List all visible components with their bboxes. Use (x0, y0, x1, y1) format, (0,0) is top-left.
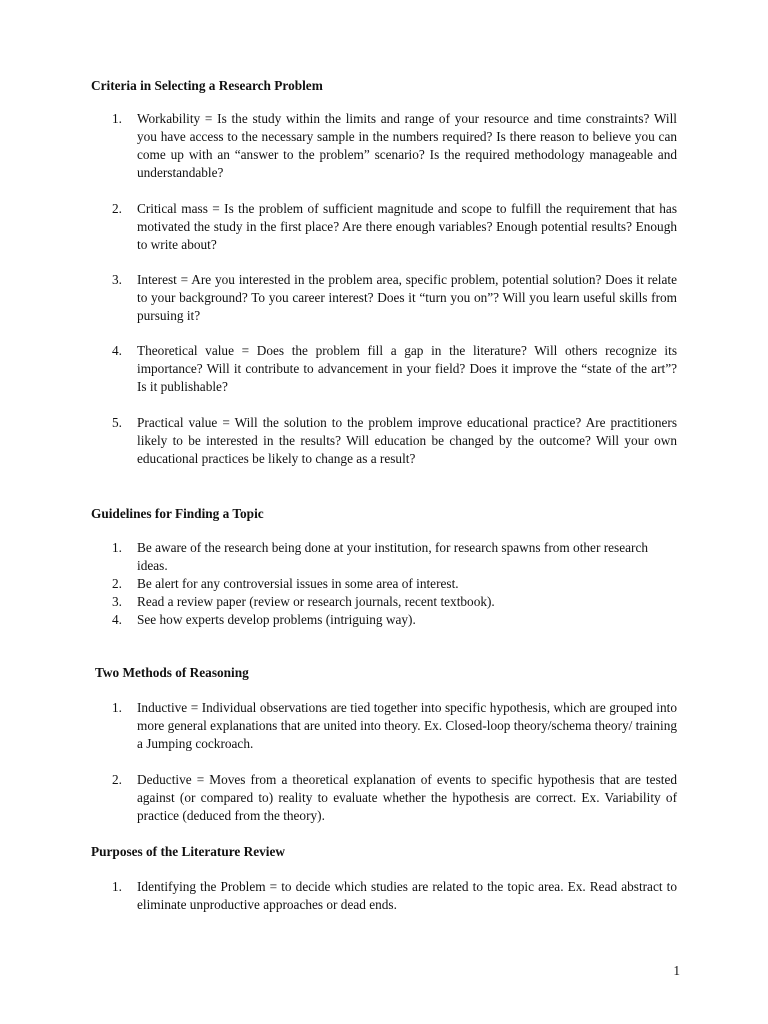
section-heading: Criteria in Selecting a Research Problem (91, 78, 323, 93)
list-item-text: Deductive = Moves from a theoretical explanation of events to specific hypothesis that are tested against (or compared to) reality to evaluate whether the hypothesis are correct. Ex. Variability of practice (deduced from the theory). (137, 772, 677, 823)
list-item-text: Inductive = Individual observations are tied together into specific hypothesis, which are grouped into more general explanations that are united into theory. Ex. Closed-loop theory/schema theory/ training a Jumping cockroach. (137, 700, 677, 751)
section-heading: Two Methods of Reasoning (95, 665, 249, 680)
section-heading: Guidelines for Finding a Topic (91, 506, 264, 521)
list-item-text: Critical mass = Is the problem of sufficient magnitude and scope to fulfill the requirement that has motivated the study in the first place? Are there enough variables? Enough potential results? Enough to write about? (137, 201, 677, 252)
page-number: 1 (673, 963, 680, 978)
list-item-number: 2. (112, 201, 122, 216)
section-heading: Purposes of the Literature Review (91, 844, 285, 859)
list-item-number: 1. (112, 879, 122, 894)
list-item-text: Read a review paper (review or research journals, recent textbook). (137, 594, 495, 609)
list-item-number: 5. (112, 415, 122, 430)
list-item-number: 3. (112, 594, 122, 609)
list-item-number: 1. (112, 540, 122, 555)
list-item-number: 4. (112, 612, 122, 627)
list-item-number: 3. (112, 272, 122, 287)
list-item-text: Theoretical value = Does the problem fill a gap in the literature? Will others recognize its importance? Will it contribute to advancement in your field? Does it improve the “state of the art”? Is it publishable? (137, 343, 677, 394)
list-item-number: 2. (112, 576, 122, 591)
list-item-text: Workability = Is the study within the limits and range of your resource and time constraints? Will you have access to the necessary sample in the numbers required? Is there reason to believe you can come up with an “answer to the problem” scenario? Is the required methodology manageable and understandable? (137, 111, 677, 180)
list-item-text: Be aware of the research being done at your institution, for research spawns from other research ideas. (137, 540, 648, 573)
list-item-text: Practical value = Will the solution to the problem improve educational practice? Are practitioners likely to be interested in the results? Will education be changed by the outcome? Will your own educational practices be likely to change as a result? (137, 415, 677, 466)
list-item-number: 1. (112, 700, 122, 715)
list-item-number: 4. (112, 343, 122, 358)
list-item-text: Interest = Are you interested in the problem area, specific problem, potential solution? Does it relate to your background? To you career interest? Does it “turn you on”? Will you learn useful skills from pursuing it? (137, 272, 677, 323)
list-item-text: Identifying the Problem = to decide which studies are related to the topic area. Ex. Read abstract to eliminate unproductive approaches or dead ends. (137, 879, 677, 912)
list-item-number: 2. (112, 772, 122, 787)
list-item-text: Be alert for any controversial issues in some area of interest. (137, 576, 459, 591)
list-item-number: 1. (112, 111, 122, 126)
list-item-text: See how experts develop problems (intriguing way). (137, 612, 416, 627)
